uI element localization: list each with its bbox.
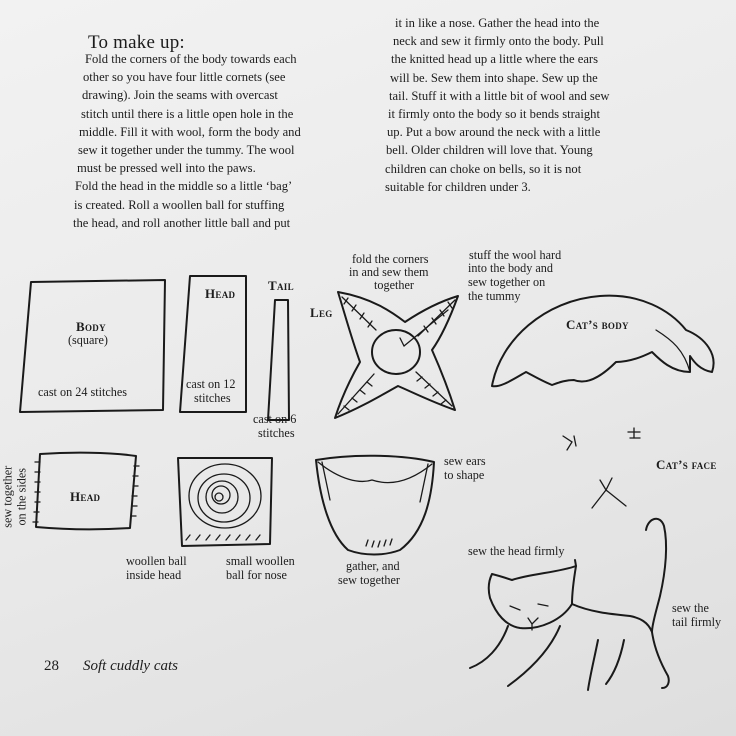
right-line-5: tail. Stuff it with a little bit of wool and sew [389, 88, 610, 103]
right-line-9: children can choke on bells, so it is not [385, 161, 582, 176]
left-line-5: middle. Fill it with wool, form the body and [79, 124, 301, 139]
gathered-head-drawing [316, 456, 434, 555]
right-line-7: up. Put a bow around the neck with a little [387, 125, 601, 140]
right-line-4: will be. Sew them into shape. Sew up the [390, 70, 598, 85]
sew-sides-2: on the sides [14, 467, 29, 526]
cats-face-drawing [563, 428, 640, 508]
left-line-8: Fold the head in the middle so a little ‘bag’ [75, 179, 293, 194]
left-line-6: sew it together under the tummy. The wool [78, 143, 295, 158]
right-line-2: neck and sew it firmly onto the body. Pull [393, 34, 604, 49]
sew-ears-1: sew ears [444, 454, 486, 468]
tail-title: Tail [268, 278, 294, 293]
stuff-wool-4: the tummy [468, 289, 521, 303]
gather-1: gather, and [346, 559, 400, 573]
fold-corners-1: fold the corners [352, 252, 429, 266]
right-line-6: it firmly onto the body so it bends straight [388, 107, 600, 122]
stuff-wool-1: stuff the wool hard [469, 248, 562, 262]
right-line-10: suitable for children under 3. [385, 179, 531, 194]
body-cast-on: cast on 24 stitches [38, 385, 128, 399]
left-line-1: Fold the corners of the body towards each [85, 52, 297, 66]
cats-body-drawing [492, 296, 714, 387]
head-title: Head [205, 286, 236, 301]
cats-body-label: Cat’s body [566, 317, 629, 332]
sew-sides-1: sew together [0, 465, 15, 528]
head-with-ball-drawing [178, 458, 272, 546]
folded-body-drawing [335, 292, 458, 418]
stuff-wool-3: sew together on [468, 275, 546, 289]
right-line-3: the knitted head up a little where the ears [391, 52, 599, 67]
left-line-10: the head, and roll another little ball and put [73, 215, 291, 230]
cats-face-label: Cat’s face [656, 457, 717, 472]
sew-tail-2: tail firmly [672, 615, 722, 629]
stuff-wool-2: into the body and [468, 261, 553, 275]
page-number: 28 [44, 658, 59, 674]
woollen-ball-2: inside head [126, 568, 182, 582]
right-line-1: it in like a nose. Gather the head into the [395, 16, 600, 30]
head-sewn-title: Head [70, 489, 101, 504]
left-line-4: stitch until there is a little open hole in the [81, 106, 294, 121]
woollen-ball-1: woollen ball [126, 554, 187, 568]
body-subtitle: (square) [68, 333, 108, 347]
left-text-column [73, 50, 301, 232]
fold-corners-2: in and sew them [349, 265, 429, 279]
section-heading: To make up: [88, 32, 185, 53]
sew-tail-1: sew the [672, 601, 709, 615]
tail-cast-on-1: cast on 6 [253, 412, 297, 426]
book-title: Soft cuddly cats [83, 658, 178, 674]
tail-strip-drawing [268, 300, 289, 420]
gather-2: sew together [338, 573, 400, 587]
left-line-9: is created. Roll a woollen ball for stuffing [74, 197, 285, 212]
left-line-2: other so you have four little cornets (see [83, 70, 286, 85]
left-line-7: must be pressed well into the paws. [77, 161, 256, 176]
fold-corners-3: together [374, 278, 414, 292]
left-line-3: drawing). Join the seams with overcast [82, 88, 278, 103]
sew-ears-2: to shape [444, 468, 485, 482]
tail-cast-on-2: stitches [258, 426, 295, 440]
right-text-column [385, 14, 609, 196]
small-ball-1: small woollen [226, 554, 295, 568]
leg-label: Leg [310, 305, 333, 320]
right-line-8: bell. Older children will love that. Young [386, 143, 593, 158]
body-title: Body [76, 319, 106, 334]
sew-head-label: sew the head firmly [468, 544, 565, 558]
head-cast-on-1: cast on 12 [186, 377, 236, 391]
head-cast-on-2: stitches [194, 391, 231, 405]
small-ball-2: ball for nose [226, 568, 287, 582]
